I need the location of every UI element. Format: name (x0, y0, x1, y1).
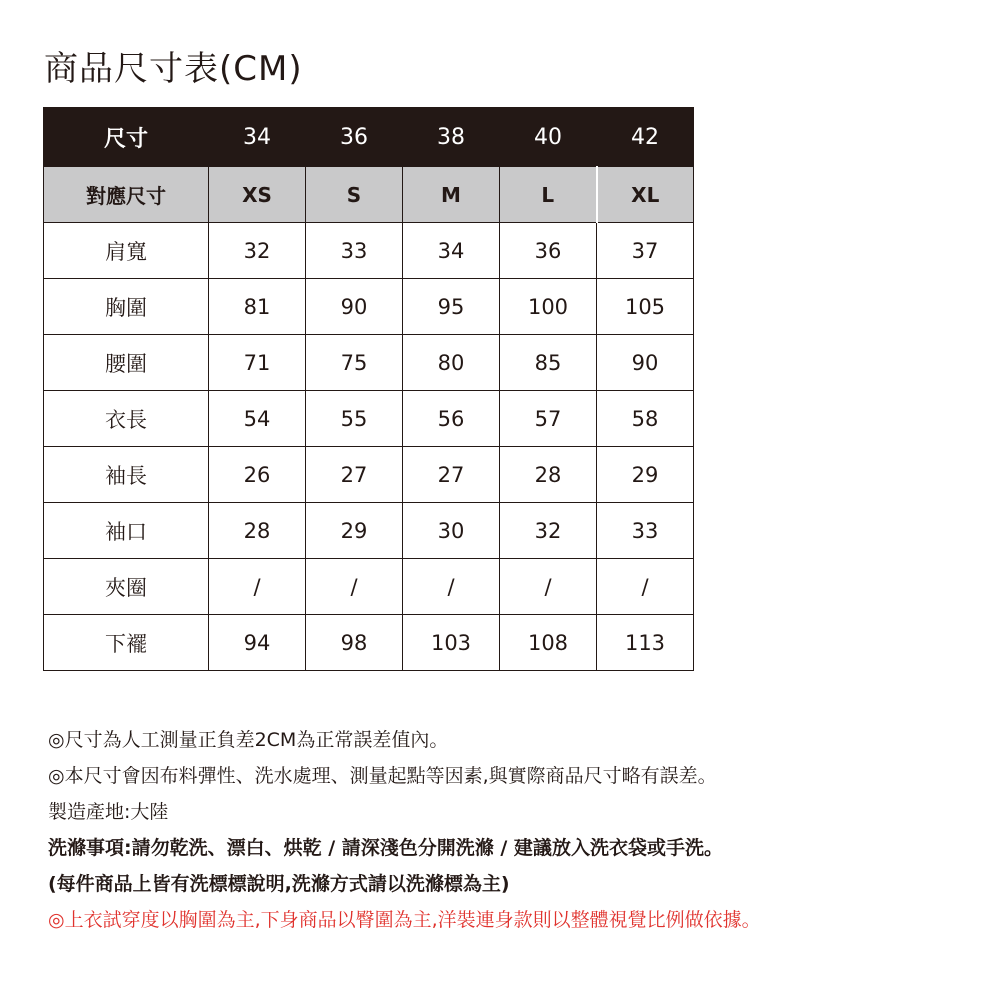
table-cell: 26 (209, 447, 306, 503)
table-cell: 32 (500, 503, 597, 559)
size-mapping-cell: S (306, 167, 403, 223)
table-row (44, 279, 694, 335)
size-mapping-cell: M (403, 167, 500, 223)
row-label: 衣長 (44, 391, 209, 447)
page-title: 商品尺寸表(CM) (44, 49, 303, 89)
table-cell: 90 (597, 335, 694, 391)
table-cell: 85 (500, 335, 597, 391)
table-cell: 27 (306, 447, 403, 503)
table-cell: 94 (209, 615, 306, 671)
table-cell: 105 (597, 279, 694, 335)
table-cell: / (403, 559, 500, 615)
table-cell: 34 (403, 223, 500, 279)
size-header-cell: 40 (500, 108, 597, 167)
note-fitting-guide: ◎上衣試穿度以胸圍為主,下身商品以臀圍為主,洋裝連身款則以整體視覺比例做依據。 (48, 909, 761, 931)
note-washing-label: (每件商品上皆有洗標標說明,洗滌方式請以洗滌標為主) (48, 873, 510, 895)
size-mapping-cell: L (500, 167, 597, 223)
note-measurement-tolerance: ◎尺寸為人工測量正負差2CM為正常誤差值內。 (48, 729, 449, 751)
table-cell: / (500, 559, 597, 615)
table-cell: 81 (209, 279, 306, 335)
table-row (44, 503, 694, 559)
note-fabric-variance: ◎本尺寸會因布料彈性、洗水處理、測量起點等因素,與實際商品尺寸略有誤差。 (48, 765, 717, 787)
row-label: 腰圍 (44, 335, 209, 391)
size-header-cell: 42 (597, 108, 694, 167)
table-cell: 108 (500, 615, 597, 671)
table-cell: 71 (209, 335, 306, 391)
note-washing-instructions: 洗滌事項:請勿乾洗、漂白、烘乾 / 請深淺色分開洗滌 / 建議放入洗衣袋或手洗。 (48, 837, 723, 859)
table-cell: 75 (306, 335, 403, 391)
table-cell: 95 (403, 279, 500, 335)
table-row (44, 447, 694, 503)
table-cell: 113 (597, 615, 694, 671)
notes-section (48, 722, 988, 938)
table-cell: 80 (403, 335, 500, 391)
table-row (44, 559, 694, 615)
table-row (44, 335, 694, 391)
size-mapping-cell: XL (597, 167, 694, 223)
table-cell: 37 (597, 223, 694, 279)
table-cell: 57 (500, 391, 597, 447)
table-cell: 30 (403, 503, 500, 559)
row-label: 夾圈 (44, 559, 209, 615)
size-header-cell: 36 (306, 108, 403, 167)
size-mapping-cell: XS (209, 167, 306, 223)
size-header-cell: 34 (209, 108, 306, 167)
table-cell: 33 (306, 223, 403, 279)
size-table (43, 107, 694, 671)
table-cell: 54 (209, 391, 306, 447)
row-label: 袖長 (44, 447, 209, 503)
table-cell: / (597, 559, 694, 615)
table-cell: 29 (306, 503, 403, 559)
table-cell: 27 (403, 447, 500, 503)
row-label: 下襬 (44, 615, 209, 671)
table-cell: 56 (403, 391, 500, 447)
table-row (44, 391, 694, 447)
size-mapping-label: 對應尺寸 (44, 167, 209, 223)
size-header-label: 尺寸 (44, 108, 209, 167)
table-cell: 103 (403, 615, 500, 671)
table-row (44, 223, 694, 279)
table-cell: 29 (597, 447, 694, 503)
size-mapping-row (44, 167, 694, 223)
table-cell: / (209, 559, 306, 615)
row-label: 肩寬 (44, 223, 209, 279)
table-cell: 36 (500, 223, 597, 279)
size-header-cell: 38 (403, 108, 500, 167)
table-cell: 28 (209, 503, 306, 559)
table-row (44, 615, 694, 671)
row-label: 胸圍 (44, 279, 209, 335)
table-cell: 90 (306, 279, 403, 335)
table-cell: 98 (306, 615, 403, 671)
size-header-row (44, 108, 694, 167)
table-cell: 28 (500, 447, 597, 503)
table-cell: 58 (597, 391, 694, 447)
table-cell: / (306, 559, 403, 615)
table-cell: 55 (306, 391, 403, 447)
table-cell: 32 (209, 223, 306, 279)
table-cell: 33 (597, 503, 694, 559)
table-cell: 100 (500, 279, 597, 335)
note-origin: 製造產地:大陸 (48, 801, 169, 823)
row-label: 袖口 (44, 503, 209, 559)
